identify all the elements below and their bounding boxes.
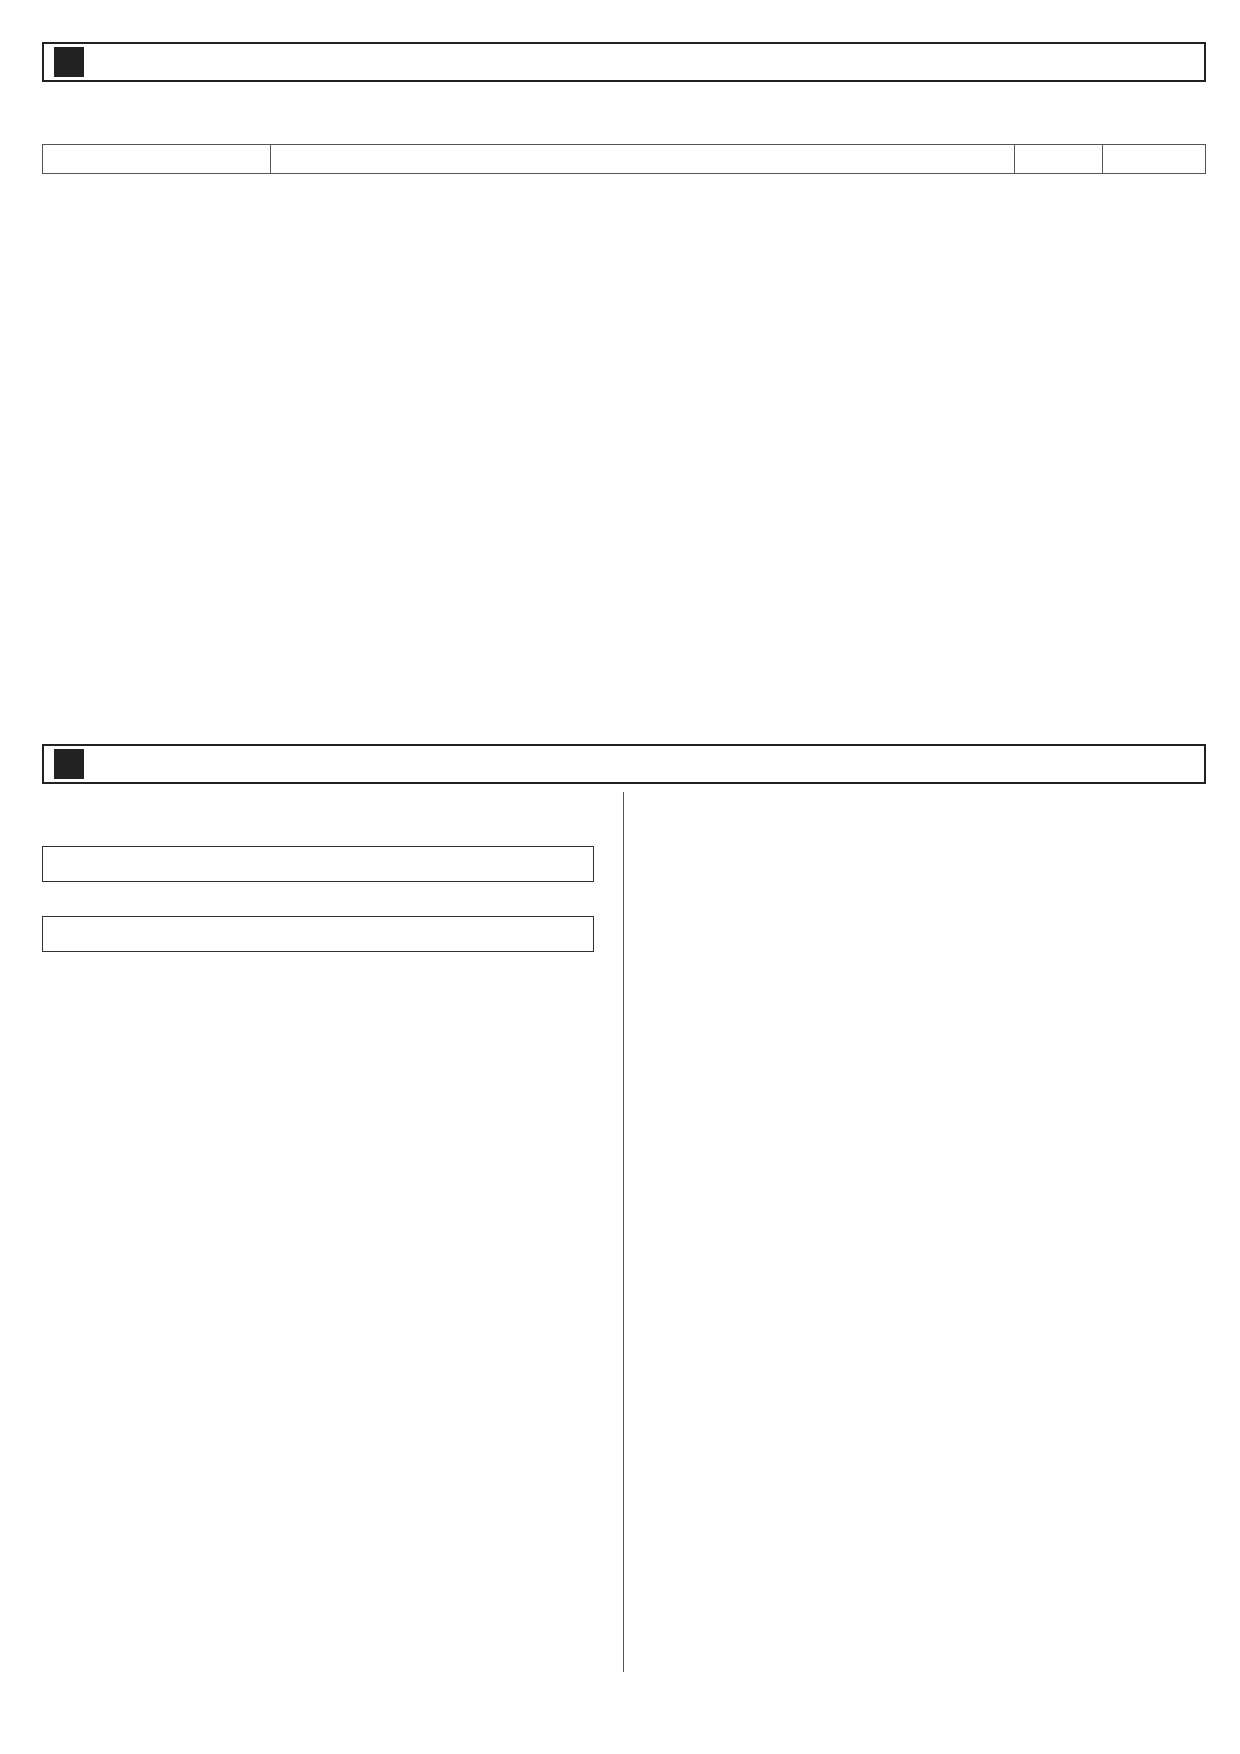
left-column [42,794,594,962]
header-item [43,145,271,174]
section-number [54,47,84,77]
checklist-table [42,144,1206,174]
water-level-diagram [650,1070,1200,1430]
right-column [650,794,1200,804]
furo-heading [42,916,594,952]
header-content [270,145,1014,174]
column-divider [623,792,624,1672]
section-12-header [42,42,1206,82]
kyuto-heading [42,846,594,882]
table-header-row [43,145,1206,174]
section-number [54,749,84,779]
header-check [1103,145,1206,174]
header-ref [1015,145,1103,174]
section-13-header [42,744,1206,784]
